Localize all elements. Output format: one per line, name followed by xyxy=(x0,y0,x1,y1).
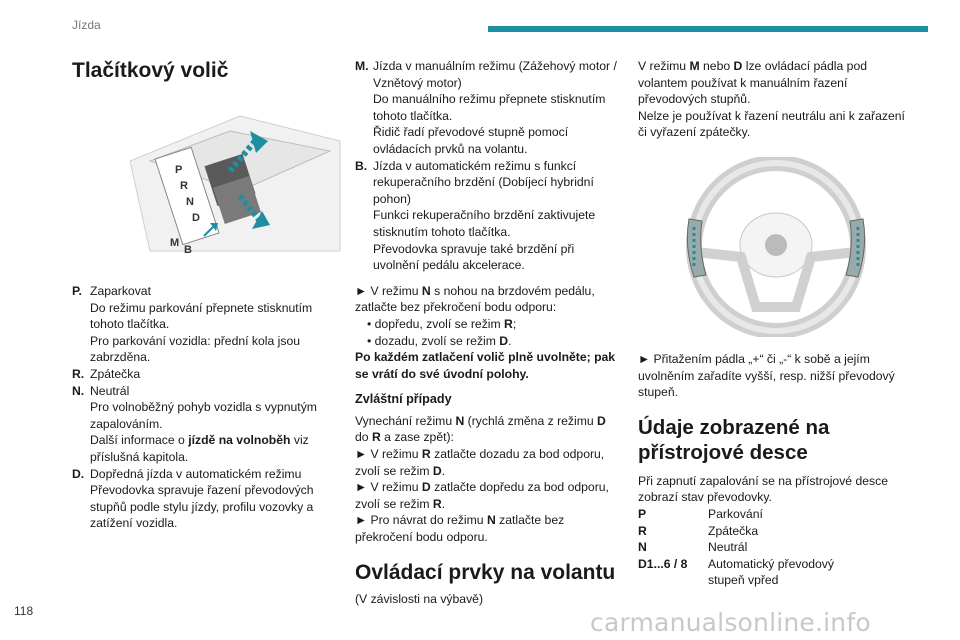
indicator-key: P xyxy=(638,506,647,521)
column-2 xyxy=(355,58,617,607)
figure-letter-m: M xyxy=(170,237,180,249)
column-3 xyxy=(638,58,906,589)
instruction-paragraph: ► Pro návrat do režimu N zatlačte bez překročení bodu odporu. xyxy=(355,513,565,545)
definition-line: Pro parkování vozidla: přední kola jsou zabrzděna. xyxy=(90,333,301,365)
bullet-item: • dozadu, zvolí se režim D. xyxy=(367,333,512,348)
paddle-limitation: Nelze je používat k řazení neutrálu ani k zařazení či vyřazení zpátečky. xyxy=(638,108,905,140)
header-accent-bar xyxy=(488,26,928,32)
steering-wheel-illustration xyxy=(686,157,866,337)
definition-line: Převodovka spravuje také brzdění při uvolnění pedálu akcelerace. xyxy=(373,241,575,273)
paddle-instruction: ► Přitažením pádla „+“ či „-“ k sobě a jejím uvolněním zařadíte vyšší, resp. nižší převodový stupeň. xyxy=(638,351,895,400)
instruction-paragraph: ► V režimu R zatlačte dozadu za bod odporu, zvolí se režim D. xyxy=(355,447,605,478)
definition-line: Pro volnoběžný pohyb vozidla s vypnutým zapalováním. xyxy=(90,400,317,431)
definition-key: P. xyxy=(72,284,82,298)
indicator-key: R xyxy=(638,523,647,538)
indicator-value: Zpátečka xyxy=(708,523,759,538)
definition-line: Funkci rekuperačního brzdění zaktivujete stisknutím tohoto tlačítka. xyxy=(373,208,596,239)
instruction-paragraph: ► V režimu D zatlačte dopředu za bod odporu, zvolí se režim R. xyxy=(355,480,609,511)
figure-letter-b: B xyxy=(184,244,192,256)
definition-line: Jízda v automatickém režimu s funkcí rekuperačního brzdění (Dobíjecí hybridní pohon) xyxy=(373,158,594,206)
figure-letter-n: N xyxy=(186,196,194,208)
definition-key: B. xyxy=(355,158,368,173)
indicator-row xyxy=(638,523,906,540)
definition-line: Do manuálního režimu přepnete stisknutím tohoto tlačítka. xyxy=(373,92,606,123)
indicator-value: Automatický převodový stupeň vpřed xyxy=(708,556,834,588)
definition-line: Neutrál xyxy=(90,383,130,398)
subsection-title: Zvláštní případy xyxy=(355,392,452,407)
section-title-instrument-panel: Údaje zobrazené na přístrojové desce xyxy=(638,415,830,464)
availability-note: (V závislosti na výbavě) xyxy=(355,591,484,606)
page-number: 118 xyxy=(14,604,34,618)
definition-line: Převodovka spravuje řazení převodových stupňů podle stylu jízdy, profilu vozovky a zatížení vozidla. xyxy=(90,483,314,531)
definition-key: R. xyxy=(72,366,85,381)
indicator-value: Parkování xyxy=(708,506,763,521)
definition-line: Další informace o jízdě na volnoběh viz příslušná kapitola. xyxy=(90,433,309,464)
instrument-intro: Při zapnutí zapalování se na přístrojové desce zobrazí stav převodovky. xyxy=(638,473,888,505)
special-case-paragraph: Vynechání režimu N (rychlá změna z režimu D do R a zase zpět): xyxy=(355,413,606,445)
bullet-item: • dopředu, zvolí se režim R; xyxy=(367,316,517,331)
figure-letter-d: D xyxy=(192,212,200,224)
figure-letter-r: R xyxy=(180,180,188,192)
indicator-key: D1...6 / 8 xyxy=(638,556,688,571)
figure-letter-p: P xyxy=(175,164,183,176)
indicator-row xyxy=(638,556,906,589)
definition-key: D. xyxy=(72,466,85,481)
section-title-selector: Tlačítkový volič xyxy=(72,59,229,82)
section-title-steering-controls: Ovládací prvky na volantu xyxy=(355,560,616,584)
paddle-paragraph: V režimu M nebo D lze ovládací pádla pod volantem používat k manuálním řazení převodových stupňů. xyxy=(638,59,868,107)
definition-n xyxy=(72,383,328,466)
gear-selector-illustration xyxy=(110,101,350,271)
definition-m xyxy=(355,58,617,158)
definition-r xyxy=(72,366,328,383)
definition-line: Jízda v manuálním režimu (Zážehový motor / Vznětový motor) xyxy=(373,59,617,90)
definition-b xyxy=(355,158,617,274)
instruction-paragraph: ► V režimu N s nohou na brzdovém pedálu, zatlačte bez překročení bodu odporu: xyxy=(355,283,595,315)
definition-key: M. xyxy=(355,59,369,73)
definition-d xyxy=(72,466,328,532)
definition-line: Do režimu parkování přepnete stisknutím tohoto tlačítka. xyxy=(90,300,313,332)
definition-line: Zaparkovat xyxy=(90,284,151,298)
definition-p xyxy=(72,283,328,366)
indicator-value: Neutrál xyxy=(708,540,748,555)
definition-line: Zpátečka xyxy=(90,366,141,381)
definition-line: Řidič řadí převodové stupně pomocí ovládacích prvků na volantu. xyxy=(373,125,569,156)
indicator-key: N xyxy=(638,540,647,555)
definition-line: Dopředná jízda v automatickém režimu xyxy=(90,466,302,481)
column-1 xyxy=(72,58,328,532)
indicator-row xyxy=(638,506,906,523)
definition-key: N. xyxy=(72,383,85,398)
indicator-row xyxy=(638,539,906,556)
watermark: carmanualsonline.info xyxy=(590,608,871,637)
section-header: Jízda xyxy=(72,18,101,32)
bold-note: Po každém zatlačení volič plně uvolněte; pak se vrátí do své úvodní polohy. xyxy=(355,350,616,381)
